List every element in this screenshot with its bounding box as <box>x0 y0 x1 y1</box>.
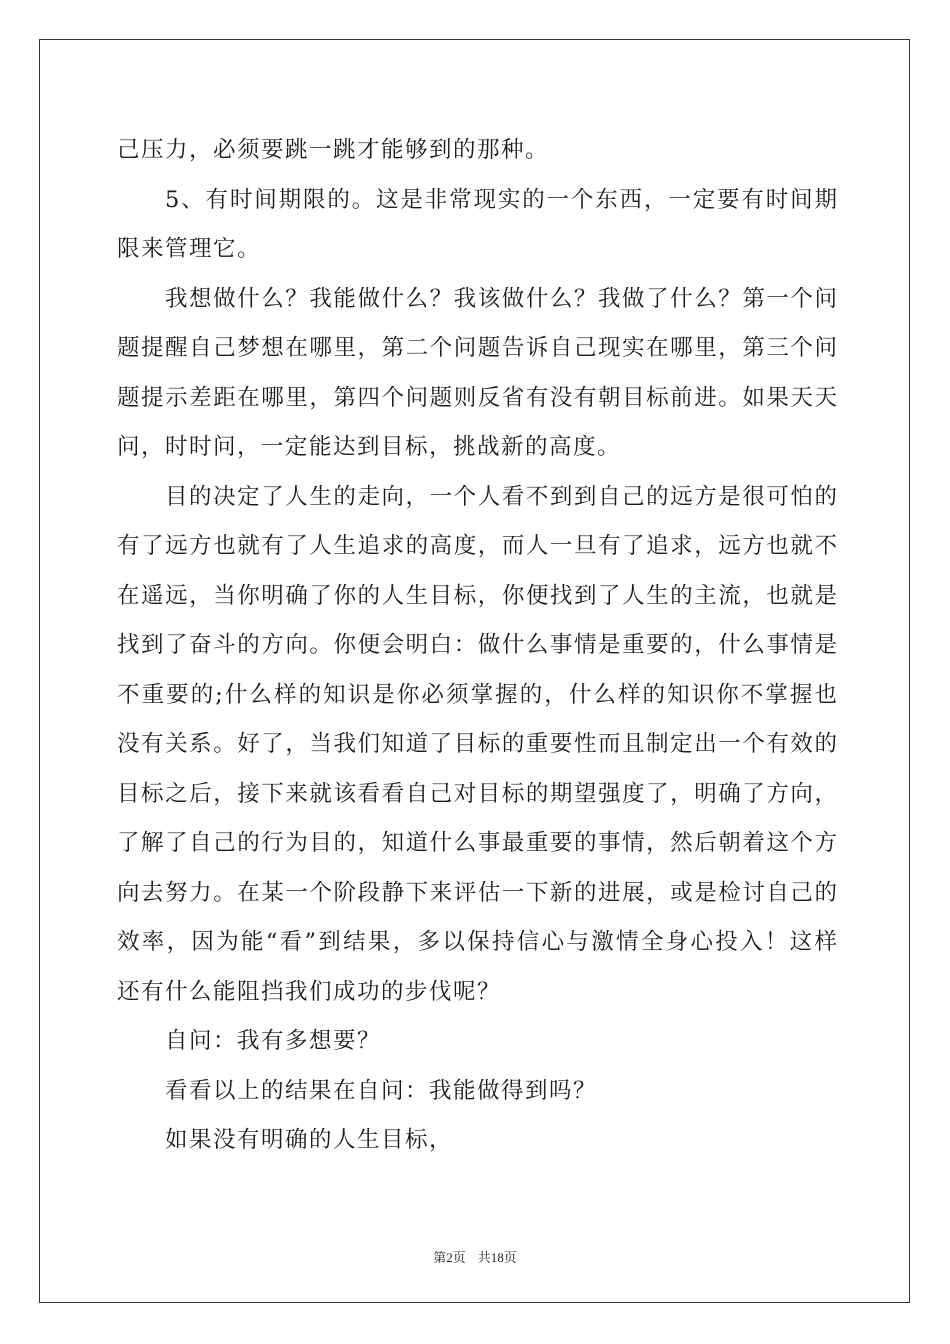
page-number: 第2页 <box>433 1250 466 1265</box>
text-line: 己压力，必须要跳一跳才能够到的那种。 <box>117 137 550 163</box>
text-line: 还有什么能阻挡我们成功的步伐呢？ <box>117 978 502 1005</box>
text-line: 限来管理它。 <box>117 236 262 262</box>
text-line: 在遥远，当你明确了你的人生目标，你便找到了人生的主流，也就是 <box>117 582 837 609</box>
text-line: 没有关系。好了，当我们知道了目标的重要性而且制定出一个有效的 <box>117 731 837 757</box>
text-line: 不重要的;什么样的知识是你必须掌握的，什么样的知识你不掌握也 <box>117 681 837 708</box>
page-total: 共18页 <box>477 1250 517 1265</box>
text-line: 了解了自己的行为目的，知道什么事最重要的事情，然后朝着这个方 <box>117 830 837 856</box>
text-line: 找到了奋斗的方向。你便会明白：做什么事情是重要的，什么事情是 <box>117 632 837 658</box>
text-line: 题提示差距在哪里，第四个问题则反省有没有朝目标前进。如果天天 <box>117 384 837 411</box>
text-line: 我想做什么？我能做什么？我该做什么？我做了什么？第一个问 <box>165 285 837 312</box>
text-line: 看看以上的结果在自问：我能做得到吗？ <box>165 1077 598 1104</box>
text-line: 有了远方也就有了人生追求的高度，而人一旦有了追求，远方也就不 <box>117 533 837 559</box>
text-line: 向去努力。在某一个阶段静下来评估一下新的进展，或是检讨自己的 <box>117 879 837 906</box>
text-line: 问，时时问，一定能达到目标，挑战新的高度。 <box>117 434 622 460</box>
document-body <box>117 126 837 1166</box>
text-line: 目的决定了人生的走向，一个人看不到到自己的远方是很可怕的 <box>165 483 837 510</box>
text-line: 自问：我有多想要？ <box>165 1028 382 1054</box>
text-line: 5、有时间期限的。这是非常现实的一个东西，一定要有时间期 <box>165 186 837 213</box>
text-line: 如果没有明确的人生目标， <box>165 1127 454 1153</box>
text-line: 目标之后，接下来就该看看自己对目标的期望强度了，明确了方向， <box>117 780 837 807</box>
text-line: 效率，因为能“看”到结果，多以保持信心与激情全身心投入！这样 <box>117 929 837 955</box>
page-footer <box>0 1247 950 1266</box>
text-line: 题提醒自己梦想在哪里，第二个问题告诉自己现实在哪里，第三个问 <box>117 335 837 361</box>
